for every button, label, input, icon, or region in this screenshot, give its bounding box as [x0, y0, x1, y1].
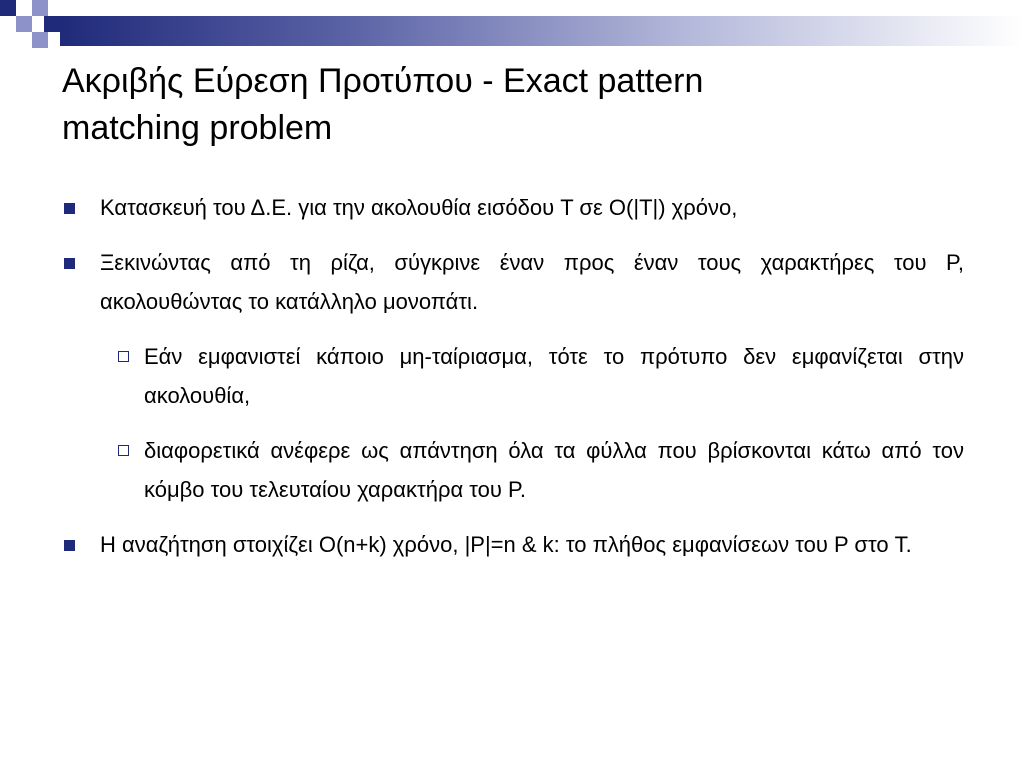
decor-square	[16, 16, 32, 32]
header-gradient-band	[60, 16, 1024, 46]
decor-square	[32, 32, 48, 48]
sub-bullet-item	[106, 337, 964, 415]
sub-bullet-text: διαφορετικά ανέφερε ως απάντηση όλα τα φύλλα που βρίσκονται κάτω από τον κόμβο του τελευταίου χαρακτήρα του P.	[144, 438, 964, 502]
sub-bullet-item	[106, 431, 964, 509]
square-bullet-icon	[64, 203, 75, 214]
decor-square	[0, 0, 16, 16]
slide-body	[62, 188, 964, 580]
bullet-text: Ξεκινώντας από τη ρίζα, σύγκρινε έναν προς έναν τους χαρακτήρες του P, ακολουθώντας το κατάλληλο μονοπάτι.	[100, 250, 964, 314]
bullet-item	[62, 243, 964, 321]
hollow-square-bullet-icon	[118, 351, 129, 362]
bullet-item	[62, 525, 964, 564]
hollow-square-bullet-icon	[118, 445, 129, 456]
sub-bullet-text: Εάν εμφανιστεί κάποιο μη-ταίριασμα, τότε το πρότυπο δεν εμφανίζεται στην ακολουθία,	[144, 344, 964, 408]
decor-square	[32, 0, 48, 16]
title-line-1: Ακριβής Εύρεση Προτύπου - Exact pattern	[62, 62, 704, 100]
slide-title	[62, 58, 962, 152]
square-bullet-icon	[64, 540, 75, 551]
bullet-text: Κατασκευή του Δ.Ε. για την ακολουθία εισόδου T σε O(|T|) χρόνο,	[100, 195, 738, 220]
bullet-item	[62, 188, 964, 227]
header-decoration	[0, 0, 1024, 64]
decor-square	[44, 16, 60, 32]
bullet-text: Η αναζήτηση στοιχίζει O(n+k) χρόνο, |P|=n & k: το πλήθος εμφανίσεων του P στο T.	[100, 532, 912, 557]
square-bullet-icon	[64, 258, 75, 269]
title-line-2: matching problem	[62, 109, 333, 147]
